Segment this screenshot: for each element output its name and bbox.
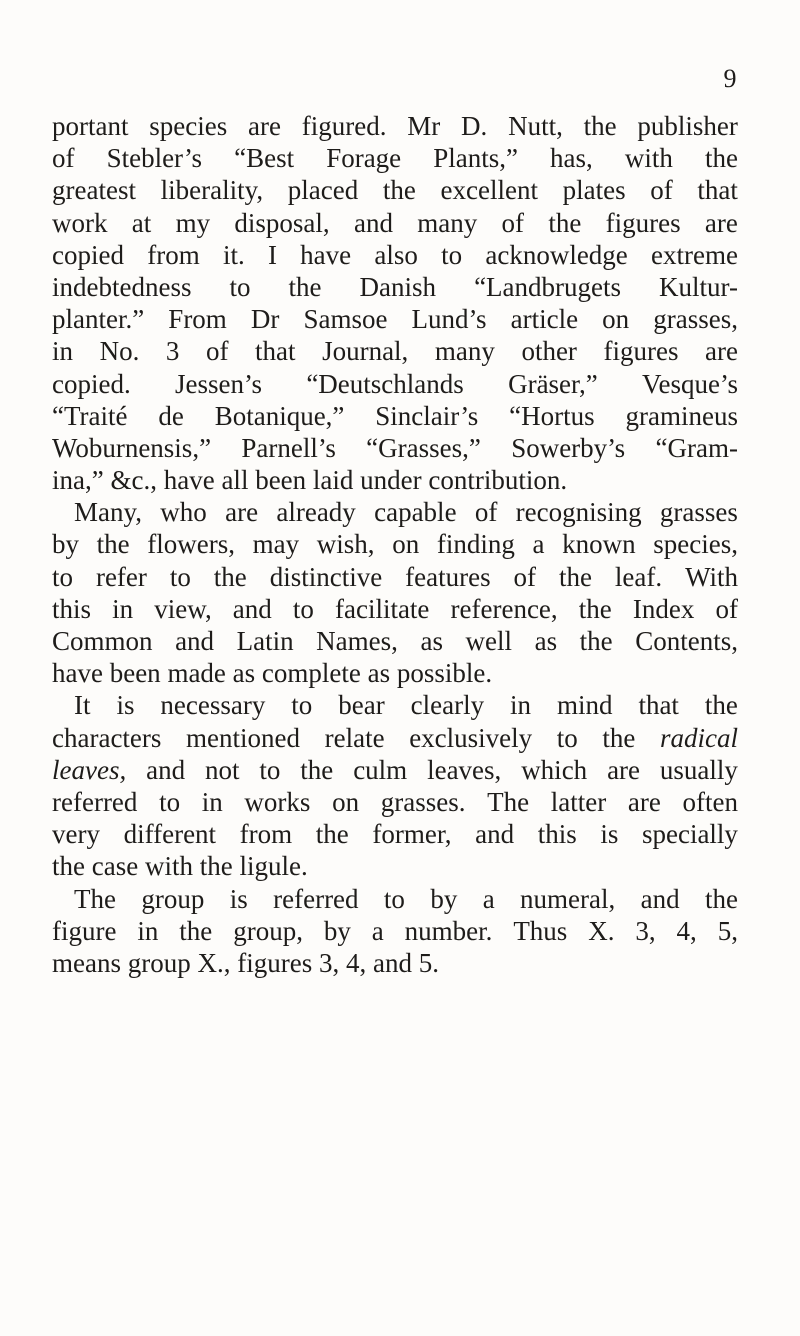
text-line: ina,” &c., have all been laid under contribution. — [52, 465, 568, 496]
text-line: characters mentioned relate exclusively to the radical — [52, 722, 738, 753]
text-line: greatest liberality, placed the excellent plates of that — [52, 175, 738, 206]
text-line: by the flowers, may wish, on finding a known species, — [52, 529, 738, 560]
text-line: to refer to the distinctive features of the leaf. With — [52, 561, 738, 592]
text-line: planter.” From Dr Samsoe Lund’s article on grasses, — [52, 304, 738, 335]
text-line: the case with the ligule. — [52, 851, 308, 882]
text-line: Woburnensis,” Parnell’s “Grasses,” Sowerby’s “Gram- — [52, 432, 738, 463]
text-line: this in view, and to facilitate reference, the Index of — [52, 593, 738, 624]
text-line: means group X., figures 3, 4, and 5. — [52, 947, 439, 978]
text-line: in No. 3 of that Journal, many other figures are — [52, 336, 738, 367]
text-line: “Traité de Botanique,” Sinclair’s “Hortus gramineus — [52, 400, 738, 431]
text-line: figure in the group, by a number. Thus X. 3, 4, 5, — [52, 915, 738, 946]
text-line: copied. Jessen’s “Deutschlands Gräser,” Vesque’s — [52, 368, 738, 399]
text-line: copied from it. I have also to acknowledge extreme — [52, 239, 738, 270]
text-line: have been made as complete as possible. — [52, 658, 493, 689]
body-text — [52, 110, 738, 979]
text-line: portant species are figured. Mr D. Nutt, the publisher — [52, 111, 738, 141]
text-line: referred to in works on grasses. The latter are often — [52, 786, 738, 817]
text-line: Common and Latin Names, as well as the Contents, — [52, 626, 738, 656]
page-number: 9 — [723, 64, 737, 93]
text-line: indebtedness to the Danish “Landbrugets Kultur- — [52, 271, 738, 302]
text-line: work at my disposal, and many of the figures are — [52, 207, 738, 238]
text-line: Many, who are already capable of recognising grasses — [74, 497, 738, 528]
text-line: The group is referred to by a numeral, and the — [74, 883, 738, 914]
text-line: of Stebler’s “Best Forage Plants,” has, with the — [52, 143, 738, 174]
text-line: It is necessary to bear clearly in mind that the — [74, 690, 738, 721]
text-line: leaves, and not to the culm leaves, which are usually — [52, 754, 738, 785]
text-line: very different from the former, and this is specially — [52, 819, 738, 850]
